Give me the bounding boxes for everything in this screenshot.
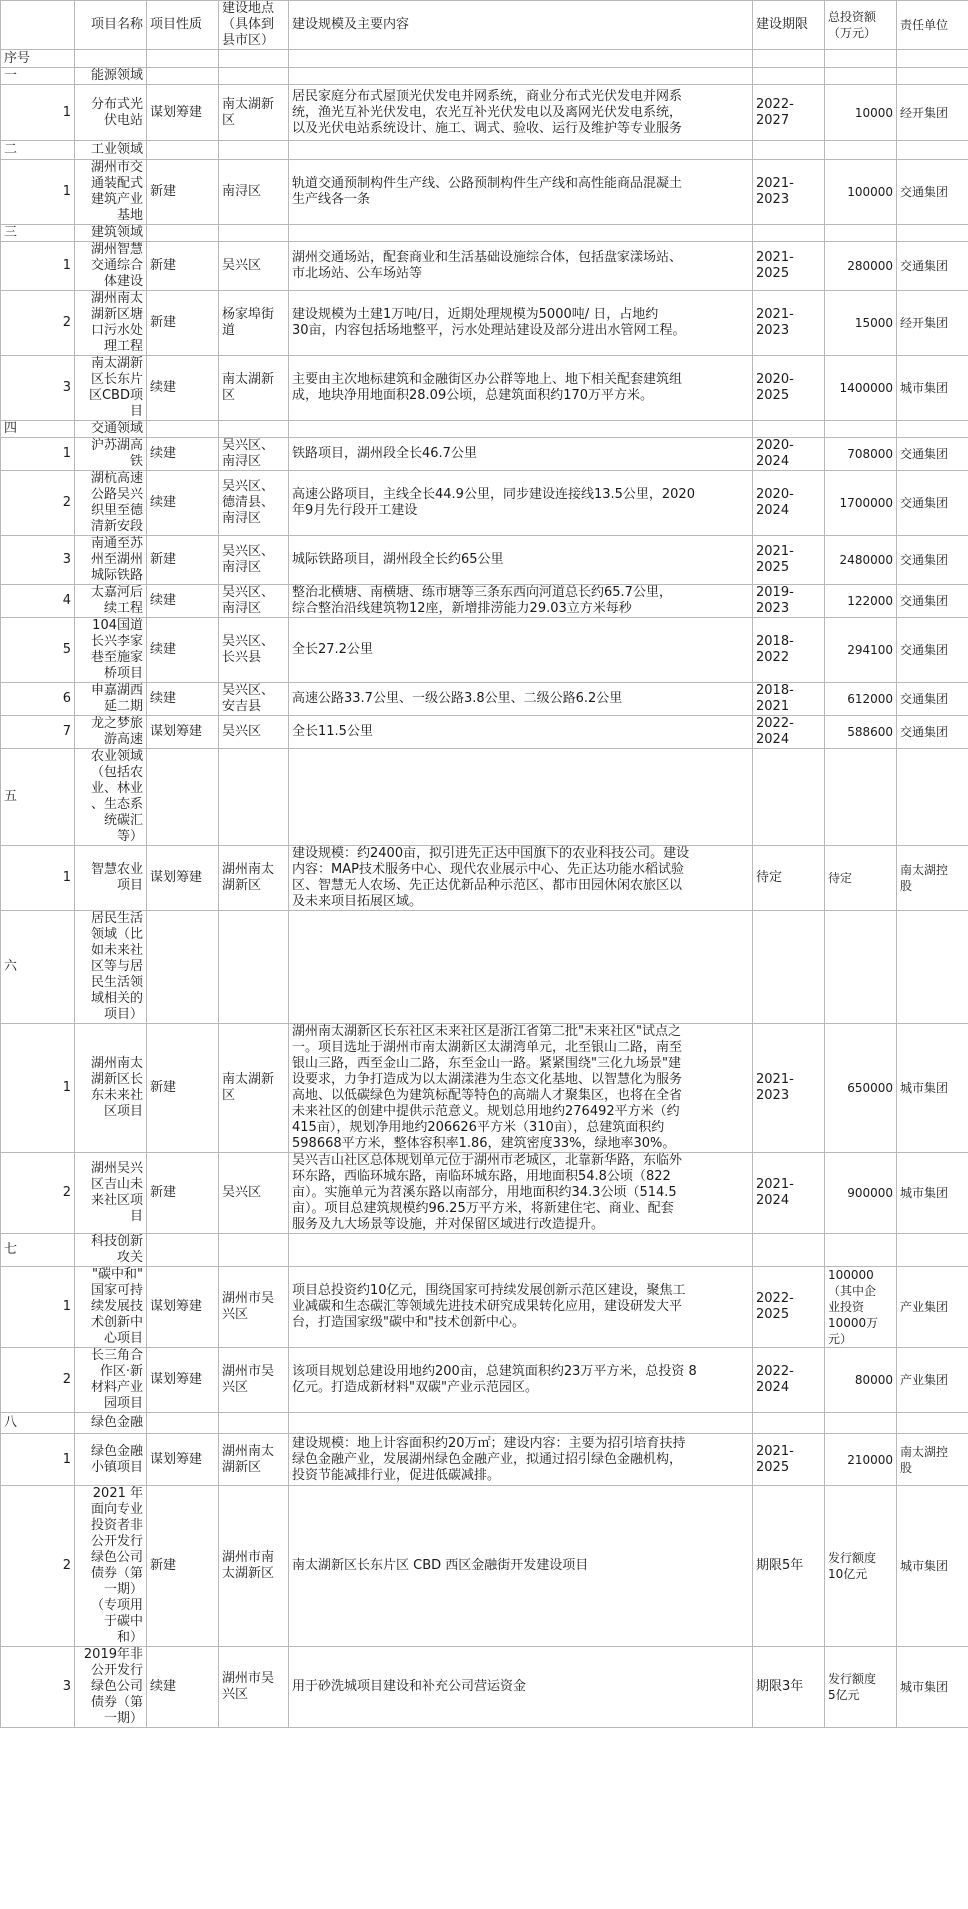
cell-period: 2021- 2023 xyxy=(753,160,825,225)
table-row xyxy=(1,421,968,438)
cell-row-number: 1 xyxy=(1,242,75,291)
cell-investment: 2480000 xyxy=(825,536,897,585)
cell-period: 2020- 2024 xyxy=(753,471,825,536)
cell-project-type xyxy=(147,141,219,160)
cell-scale-content: 湖州交通场站，配套商业和生活基础设施综合体，包括盘家漾场站、 市北场站、公车场站等 xyxy=(289,242,753,291)
cell-location: 吴兴区、 南浔区 xyxy=(219,536,289,585)
cell-investment: 210000 xyxy=(825,1434,897,1486)
table-row xyxy=(1,1348,968,1413)
cell-scale-content: 该项目规划总建设用地约200亩，总建筑面积约23万平方米，总投资 8 亿元。打造成新材料"双碳"产业示范园区。 xyxy=(289,1348,753,1413)
cell-scale-content: 建设规模：约2400亩，拟引进先正达中国旗下的农业科技公司。建设 内容：MAP技术服务中心、现代农业展示中心、先正达功能水稻试验 区、智慧无人农场、先正达优新品种示范区、都市田园休闲农旅区以 及未来项目拓展区域。 xyxy=(289,846,753,911)
cell-scale-content xyxy=(289,68,753,85)
cell-period: 2022- 2024 xyxy=(753,716,825,749)
cell-period: 待定 xyxy=(753,846,825,911)
cell-location: 吴兴区、 长兴县 xyxy=(219,618,289,683)
cell-location: 吴兴区、 南浔区 xyxy=(219,438,289,471)
table-row xyxy=(1,683,968,716)
cell-investment: 发行额度 10亿元 xyxy=(825,1486,897,1647)
cell-scale-content: 吴兴吉山社区总体规划单元位于湖州市老城区，北靠新华路，东临外 环东路，西临环城东路，南临环城东路，用地面积54.8公顷（822 亩）。实施单元为苕溪东路以南部分，用地面积约34.3公顷（514.5 亩）。项目总建筑规模约96.25万平方米，将新建住宅、商业、配套 服务及九大场景等设施，并对保留区域进行改造提升。 xyxy=(289,1153,753,1234)
header-responsible-unit: 责任单位 xyxy=(897,1,968,50)
cell-project-name: 湖州南太 湖新区塘 口污水处 理工程 xyxy=(75,291,147,356)
cell-responsible-unit: 交通集团 xyxy=(897,471,968,536)
cell-project-type: 新建 xyxy=(147,1024,219,1153)
table-row xyxy=(1,1486,968,1647)
cell-project-type xyxy=(147,911,219,1024)
cell-period xyxy=(753,911,825,1024)
cell-project-name: 太嘉河后 续工程 xyxy=(75,585,147,618)
cell-period xyxy=(753,225,825,242)
cell-location: 吴兴区 xyxy=(219,1153,289,1234)
table-row xyxy=(1,68,968,85)
cell-responsible-unit: 产业集团 xyxy=(897,1348,968,1413)
cell-row-number: 5 xyxy=(1,618,75,683)
cell-scale-content xyxy=(289,911,753,1024)
cell-period xyxy=(753,68,825,85)
cell-project-type: 新建 xyxy=(147,291,219,356)
table-row xyxy=(1,471,968,536)
cell-project-name: 长三角合 作区·新 材料产业 园项目 xyxy=(75,1348,147,1413)
cell-location: 南太湖新 区 xyxy=(219,1024,289,1153)
cell-project-type: 谋划筹建 xyxy=(147,1434,219,1486)
cell-responsible-unit: 经开集团 xyxy=(897,291,968,356)
cell-scale-content: 高速公路33.7公里、一级公路3.8公里、二级公路6.2公里 xyxy=(289,683,753,716)
cell-period: 2021- 2023 xyxy=(753,1024,825,1153)
cell-responsible-unit xyxy=(897,749,968,846)
cell-project-name: 南通至苏 州至湖州 城际铁路 xyxy=(75,536,147,585)
cell-period: 2020- 2025 xyxy=(753,356,825,421)
cell-responsible-unit xyxy=(897,1234,968,1267)
cell-responsible-unit xyxy=(897,1413,968,1434)
header-row xyxy=(1,1,968,50)
table-row xyxy=(1,85,968,141)
cell-investment xyxy=(825,225,897,242)
cell-row-number: 1 xyxy=(1,1434,75,1486)
cell-scale-content: 全长27.2公里 xyxy=(289,618,753,683)
cell-row-number: 三 xyxy=(1,225,75,242)
cell-investment: 1400000 xyxy=(825,356,897,421)
header-project-name: 项目名称 xyxy=(75,1,147,50)
cell-investment xyxy=(825,68,897,85)
cell-row-number: 四 xyxy=(1,421,75,438)
cell-investment: 650000 xyxy=(825,1024,897,1153)
cell-responsible-unit: 交通集团 xyxy=(897,683,968,716)
cell-row-number: 八 xyxy=(1,1413,75,1434)
cell-row-number: 3 xyxy=(1,1647,75,1728)
cell-period: 2021- 2024 xyxy=(753,1153,825,1234)
cell-project-name: 104国道 长兴李家 巷至施家 桥项目 xyxy=(75,618,147,683)
cell-location: 湖州南太 湖新区 xyxy=(219,1434,289,1486)
cell-location: 吴兴区 xyxy=(219,716,289,749)
cell-row-number: 五 xyxy=(1,749,75,846)
cell-scale-content xyxy=(289,141,753,160)
cell-project-type: 续建 xyxy=(147,471,219,536)
cell-project-name: 申嘉湖西 延二期 xyxy=(75,683,147,716)
cell-investment: 294100 xyxy=(825,618,897,683)
cell-project-type: 续建 xyxy=(147,585,219,618)
cell-row-number: 1 xyxy=(1,846,75,911)
cell-investment xyxy=(825,749,897,846)
cell-period: 2021- 2025 xyxy=(753,242,825,291)
table-row xyxy=(1,536,968,585)
cell-project-name: 湖州市交 通装配式 建筑产业 基地 xyxy=(75,160,147,225)
cell-responsible-unit: 交通集团 xyxy=(897,585,968,618)
cell-project-name: 湖州吴兴 区吉山未 来社区项 目 xyxy=(75,1153,147,1234)
cell-project-type: 谋划筹建 xyxy=(147,1348,219,1413)
cell-investment xyxy=(825,50,897,68)
cell-responsible-unit xyxy=(897,68,968,85)
cell-project-name: 龙之梦旅 游高速 xyxy=(75,716,147,749)
cell-row-number: 7 xyxy=(1,716,75,749)
cell-scale-content: 南太湖新区长东片区 CBD 西区金融街开发建设项目 xyxy=(289,1486,753,1647)
header-scale-content: 建设规模及主要内容 xyxy=(289,1,753,50)
cell-period xyxy=(753,421,825,438)
cell-location: 吴兴区 xyxy=(219,242,289,291)
cell-investment: 100000 xyxy=(825,160,897,225)
cell-location xyxy=(219,749,289,846)
cell-location: 南浔区 xyxy=(219,160,289,225)
cell-responsible-unit: 南太湖控 股 xyxy=(897,1434,968,1486)
cell-responsible-unit xyxy=(897,50,968,68)
table-row xyxy=(1,291,968,356)
cell-project-type xyxy=(147,1234,219,1267)
cell-project-type xyxy=(147,1413,219,1434)
cell-scale-content xyxy=(289,749,753,846)
cell-period: 2022- 2024 xyxy=(753,1348,825,1413)
cell-scale-content: 建设规模：地上计容面积约20万㎡；建设内容：主要为招引培育扶持 绿色金融产业，发展湖州绿色金融产业，拟通过招引绿色金融机构， 投资节能减排行业，促进低碳减排。 xyxy=(289,1434,753,1486)
table-row xyxy=(1,160,968,225)
cell-row-number: 七 xyxy=(1,1234,75,1267)
cell-location xyxy=(219,225,289,242)
cell-project-name: 湖州智慧 交通综合 体建设 xyxy=(75,242,147,291)
cell-responsible-unit: 城市集团 xyxy=(897,1486,968,1647)
cell-project-name xyxy=(75,50,147,68)
cell-row-number: 六 xyxy=(1,911,75,1024)
cell-responsible-unit xyxy=(897,421,968,438)
table-row xyxy=(1,225,968,242)
cell-location: 湖州市吴 兴区 xyxy=(219,1267,289,1348)
cell-investment: 588600 xyxy=(825,716,897,749)
cell-project-name: 湖杭高速 公路吴兴 织里至德 清新安段 xyxy=(75,471,147,536)
cell-period: 2022- 2025 xyxy=(753,1267,825,1348)
table-row xyxy=(1,846,968,911)
cell-project-type: 新建 xyxy=(147,536,219,585)
table-row xyxy=(1,1434,968,1486)
cell-row-number: 3 xyxy=(1,356,75,421)
cell-scale-content xyxy=(289,1234,753,1267)
cell-project-type xyxy=(147,749,219,846)
cell-investment xyxy=(825,1413,897,1434)
cell-responsible-unit: 城市集团 xyxy=(897,1153,968,1234)
cell-responsible-unit: 城市集团 xyxy=(897,356,968,421)
cell-scale-content xyxy=(289,421,753,438)
header-investment: 总投资额 （万元） xyxy=(825,1,897,50)
cell-location xyxy=(219,141,289,160)
cell-project-type: 新建 xyxy=(147,160,219,225)
cell-row-number: 二 xyxy=(1,141,75,160)
cell-scale-content: 高速公路项目，主线全长44.9公里，同步建设连接线13.5公里，2020 年9月先行段开工建设 xyxy=(289,471,753,536)
cell-period: 2018- 2021 xyxy=(753,683,825,716)
cell-project-type xyxy=(147,68,219,85)
cell-scale-content: 城际铁路项目，湖州段全长约65公里 xyxy=(289,536,753,585)
cell-responsible-unit: 经开集团 xyxy=(897,85,968,141)
cell-scale-content: 全长11.5公里 xyxy=(289,716,753,749)
table-row xyxy=(1,1647,968,1728)
table-row xyxy=(1,1234,968,1267)
cell-project-type xyxy=(147,421,219,438)
cell-project-name: 南太湖新 区长东片 区CBD项 目 xyxy=(75,356,147,421)
cell-row-number: 1 xyxy=(1,85,75,141)
cell-row-number: 一 xyxy=(1,68,75,85)
table-row xyxy=(1,50,968,68)
cell-scale-content: 主要由主次地标建筑和金融街区办公群等地上、地下相关配套建筑组 成，地块净用地面积28.09公顷，总建筑面积约170万平方米。 xyxy=(289,356,753,421)
cell-location: 杨家埠街 道 xyxy=(219,291,289,356)
cell-project-type: 续建 xyxy=(147,356,219,421)
cell-period xyxy=(753,1413,825,1434)
cell-responsible-unit xyxy=(897,141,968,160)
cell-responsible-unit xyxy=(897,225,968,242)
cell-project-name: 工业领域 xyxy=(75,141,147,160)
cell-location: 吴兴区、 南浔区 xyxy=(219,585,289,618)
cell-period: 2020- 2024 xyxy=(753,438,825,471)
cell-project-type xyxy=(147,225,219,242)
table-row xyxy=(1,618,968,683)
cell-scale-content xyxy=(289,50,753,68)
cell-project-type xyxy=(147,50,219,68)
cell-period: 2021- 2023 xyxy=(753,291,825,356)
cell-investment: 10000 xyxy=(825,85,897,141)
cell-responsible-unit xyxy=(897,911,968,1024)
cell-period: 期限5年 xyxy=(753,1486,825,1647)
table-row xyxy=(1,749,968,846)
cell-period xyxy=(753,749,825,846)
cell-row-number: 2 xyxy=(1,1348,75,1413)
cell-investment: 80000 xyxy=(825,1348,897,1413)
cell-investment: 1700000 xyxy=(825,471,897,536)
cell-project-type: 续建 xyxy=(147,1647,219,1728)
cell-project-type: 谋划筹建 xyxy=(147,85,219,141)
cell-location: 吴兴区、 德清县、 南浔区 xyxy=(219,471,289,536)
cell-row-number: 2 xyxy=(1,1486,75,1647)
cell-investment: 100000 （其中企 业投资 10000万 元） xyxy=(825,1267,897,1348)
cell-location: 南太湖新 区 xyxy=(219,85,289,141)
cell-project-name: 能源领域 xyxy=(75,68,147,85)
cell-scale-content: 铁路项目，湖州段全长46.7公里 xyxy=(289,438,753,471)
cell-responsible-unit: 交通集团 xyxy=(897,160,968,225)
cell-location: 湖州市南 太湖新区 xyxy=(219,1486,289,1647)
cell-project-type: 续建 xyxy=(147,618,219,683)
table-row xyxy=(1,1153,968,1234)
cell-scale-content: 整治北横塘、南横塘、练市塘等三条东西向河道总长约65.7公里， 综合整治沿线建筑物12座，新增排涝能力29.03立方米每秒 xyxy=(289,585,753,618)
cell-investment: 280000 xyxy=(825,242,897,291)
cell-row-number: 序号 xyxy=(1,50,75,68)
cell-investment xyxy=(825,141,897,160)
cell-project-type: 谋划筹建 xyxy=(147,846,219,911)
cell-scale-content: 轨道交通预制构件生产线、公路预制构件生产线和高性能商品混凝土 生产线各一条 xyxy=(289,160,753,225)
cell-scale-content: 用于砂洗城项目建设和补充公司营运资金 xyxy=(289,1647,753,1728)
cell-location xyxy=(219,1234,289,1267)
cell-period: 2022- 2027 xyxy=(753,85,825,141)
cell-project-type: 续建 xyxy=(147,683,219,716)
cell-project-name: "碳中和" 国家可持 续发展技 术创新中 心项目 xyxy=(75,1267,147,1348)
table-row xyxy=(1,141,968,160)
cell-period: 2021- 2025 xyxy=(753,536,825,585)
cell-project-name: 分布式光 伏电站 xyxy=(75,85,147,141)
cell-period xyxy=(753,1234,825,1267)
cell-responsible-unit: 交通集团 xyxy=(897,242,968,291)
cell-project-type: 续建 xyxy=(147,438,219,471)
cell-investment: 发行额度 5亿元 xyxy=(825,1647,897,1728)
cell-location xyxy=(219,421,289,438)
cell-row-number: 6 xyxy=(1,683,75,716)
cell-scale-content: 居民家庭分布式屋顶光伏发电并网系统，商业分布式光伏发电并网系 统，渔光互补光伏发电，农光互补光伏发电以及离网光伏发电系统， 以及光伏电站系统设计、施工、调式、验收、运行及维护等专业服务 xyxy=(289,85,753,141)
cell-row-number: 2 xyxy=(1,291,75,356)
cell-location: 南太湖新 区 xyxy=(219,356,289,421)
cell-project-type: 新建 xyxy=(147,1486,219,1647)
cell-responsible-unit: 交通集团 xyxy=(897,438,968,471)
cell-investment: 612000 xyxy=(825,683,897,716)
cell-project-name: 绿色金融 xyxy=(75,1413,147,1434)
cell-project-name: 农业领域 （包括农 业、林业 、生态系 统碳汇 等） xyxy=(75,749,147,846)
table-row xyxy=(1,716,968,749)
cell-investment: 708000 xyxy=(825,438,897,471)
cell-row-number: 1 xyxy=(1,160,75,225)
cell-scale-content: 项目总投资约10亿元，围绕国家可持续发展创新示范区建设，聚焦工 业减碳和生态碳汇等领域先进技术研究成果转化应用，建设研发大平 台，打造国家级"碳中和"技术创新中心。 xyxy=(289,1267,753,1348)
table-row xyxy=(1,1024,968,1153)
cell-project-name: 交通领域 xyxy=(75,421,147,438)
cell-row-number: 2 xyxy=(1,471,75,536)
table-row xyxy=(1,438,968,471)
table-row xyxy=(1,911,968,1024)
table-row xyxy=(1,585,968,618)
cell-responsible-unit: 南太湖控 股 xyxy=(897,846,968,911)
cell-responsible-unit: 交通集团 xyxy=(897,716,968,749)
cell-responsible-unit: 城市集团 xyxy=(897,1024,968,1153)
cell-project-type: 新建 xyxy=(147,242,219,291)
cell-scale-content: 湖州南太湖新区长东社区未来社区是浙江省第二批"未来社区"试点之 一。项目选址于湖州市南太湖新区太湖湾单元，北至银山二路，南至 银山三路，西至金山二路，东至金山一路。紧紧围绕"三化九场景"建 设要求，力争打造成为以太湖漾港为生态文化基地、以智慧化为服务 高地、以低碳绿色为建筑标配等特色的高端人才聚集区，也将在全省 未来社区的创建中提供示范意义。规划总用地约276492平方米（约 415亩），规划净用地约206626平方米（310亩），总建筑面积约 598668平方米，整体容积率1.86，建筑密度33%，绿地率30%。 xyxy=(289,1024,753,1153)
cell-investment: 待定 xyxy=(825,846,897,911)
cell-location xyxy=(219,50,289,68)
header-project-type: 项目性质 xyxy=(147,1,219,50)
cell-investment: 900000 xyxy=(825,1153,897,1234)
cell-period: 2018- 2022 xyxy=(753,618,825,683)
cell-project-name: 建筑领域 xyxy=(75,225,147,242)
cell-row-number: 4 xyxy=(1,585,75,618)
cell-project-name: 2021 年 面向专业 投资者非 公开发行 绿色公司 债券（第 一期） （专项用 于碳中 和） xyxy=(75,1486,147,1647)
cell-scale-content xyxy=(289,225,753,242)
cell-investment: 122000 xyxy=(825,585,897,618)
cell-responsible-unit: 交通集团 xyxy=(897,536,968,585)
cell-period xyxy=(753,141,825,160)
cell-project-name: 沪苏湖高 铁 xyxy=(75,438,147,471)
cell-location xyxy=(219,911,289,1024)
cell-responsible-unit: 产业集团 xyxy=(897,1267,968,1348)
cell-project-name: 湖州南太 湖新区长 东未来社 区项目 xyxy=(75,1024,147,1153)
cell-period: 2019- 2023 xyxy=(753,585,825,618)
header-row-number xyxy=(1,1,75,50)
cell-project-type: 新建 xyxy=(147,1153,219,1234)
cell-location: 湖州市吴 兴区 xyxy=(219,1348,289,1413)
cell-location xyxy=(219,1413,289,1434)
cell-investment: 15000 xyxy=(825,291,897,356)
cell-investment xyxy=(825,421,897,438)
cell-responsible-unit: 城市集团 xyxy=(897,1647,968,1728)
cell-project-name: 科技创新 攻关 xyxy=(75,1234,147,1267)
cell-period: 期限3年 xyxy=(753,1647,825,1728)
cell-period: 2021- 2025 xyxy=(753,1434,825,1486)
cell-project-name: 居民生活 领域（比 如未来社 区等与居 民生活领 域相关的 项目） xyxy=(75,911,147,1024)
header-period: 建设期限 xyxy=(753,1,825,50)
cell-project-name: 绿色金融 小镇项目 xyxy=(75,1434,147,1486)
cell-row-number: 1 xyxy=(1,438,75,471)
cell-row-number: 3 xyxy=(1,536,75,585)
cell-location xyxy=(219,68,289,85)
cell-scale-content: 建设规模为土建1万吨/日，近期处理规模为5000吨/ 日，占地约 30亩，内容包括场地整平，污水处理站建设及部分进出水管网工程。 xyxy=(289,291,753,356)
header-location: 建设地点 （具体到 县市区） xyxy=(219,1,289,50)
table-row xyxy=(1,242,968,291)
cell-project-type: 谋划筹建 xyxy=(147,716,219,749)
cell-project-name: 智慧农业 项目 xyxy=(75,846,147,911)
cell-investment xyxy=(825,911,897,1024)
cell-row-number: 2 xyxy=(1,1153,75,1234)
table-row xyxy=(1,1267,968,1348)
table-row xyxy=(1,356,968,421)
cell-project-name: 2019年非 公开发行 绿色公司 债券（第 一期） xyxy=(75,1647,147,1728)
cell-location: 吴兴区、 安吉县 xyxy=(219,683,289,716)
cell-responsible-unit: 交通集团 xyxy=(897,618,968,683)
cell-location: 湖州南太 湖新区 xyxy=(219,846,289,911)
cell-row-number: 1 xyxy=(1,1024,75,1153)
cell-location: 湖州市吴 兴区 xyxy=(219,1647,289,1728)
cell-row-number: 1 xyxy=(1,1267,75,1348)
cell-scale-content xyxy=(289,1413,753,1434)
cell-project-type: 谋划筹建 xyxy=(147,1267,219,1348)
cell-period xyxy=(753,50,825,68)
cell-investment xyxy=(825,1234,897,1267)
table-row xyxy=(1,1413,968,1434)
